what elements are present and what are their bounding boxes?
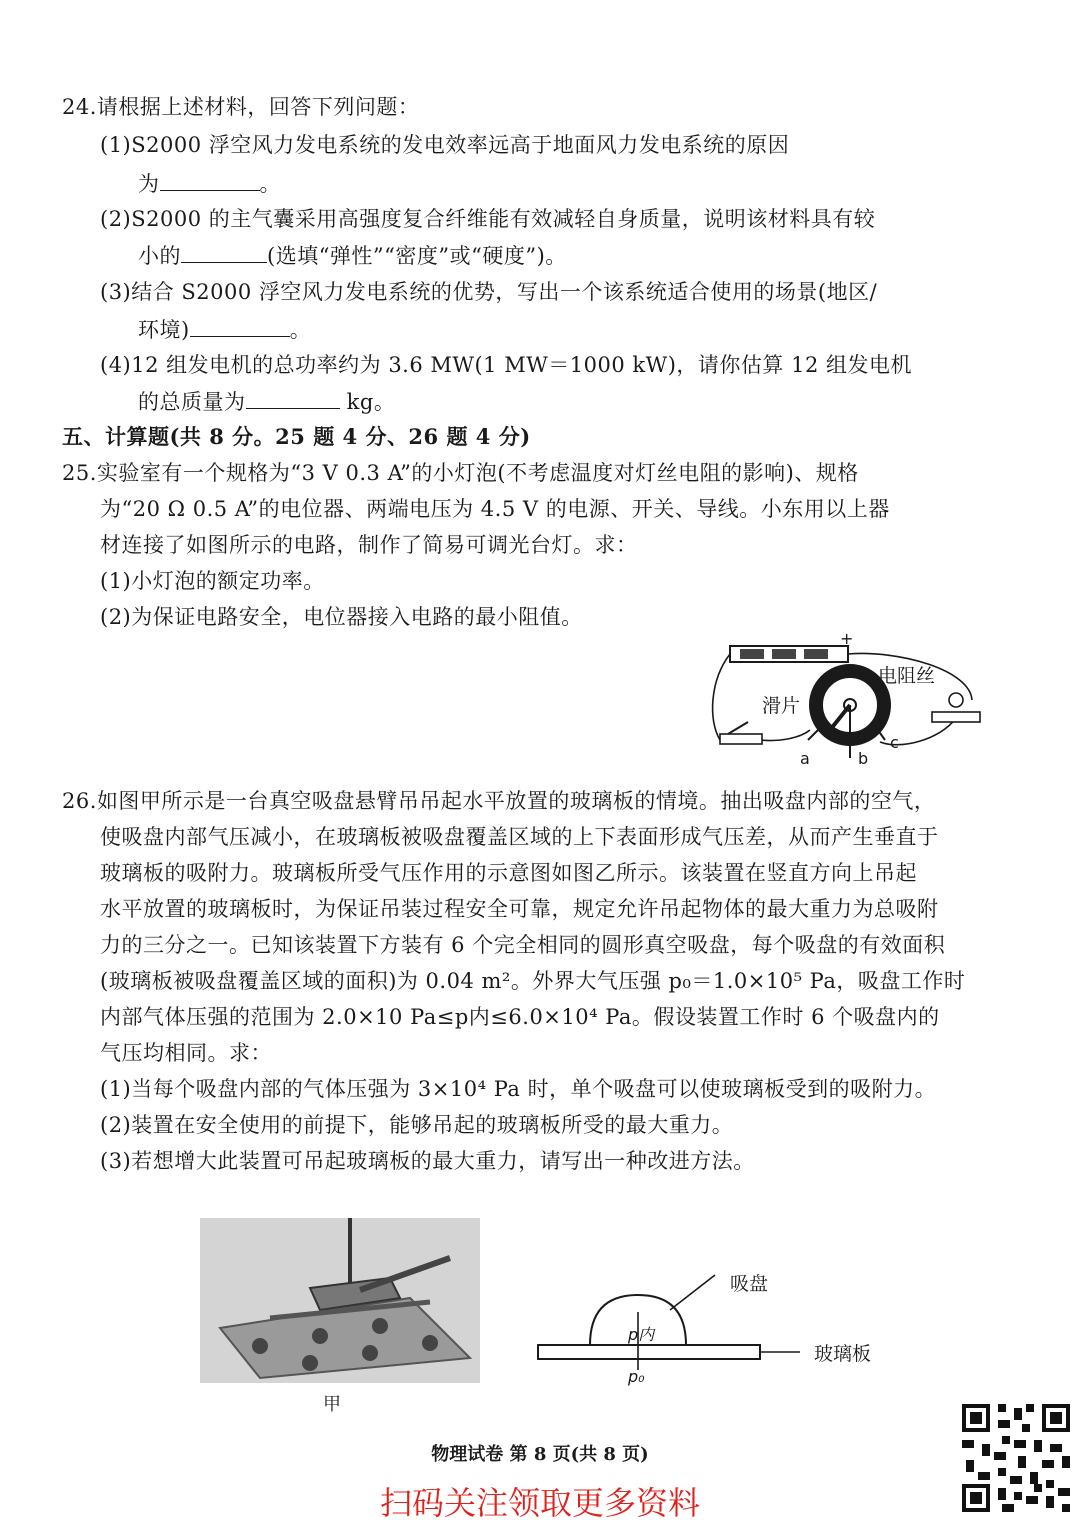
answer-blank[interactable] [160,168,260,191]
q24-stem: 24.请根据上述材料，回答下列问题： [62,95,420,119]
battery-plus-sign: + [840,630,854,648]
q26-sub1: (1)当每个吸盘内部的气体压强为 3×10⁴ Pa 时，单个吸盘可以使玻璃板受到的吸附力。 [100,1077,937,1101]
label-p-in: p内 [628,1325,655,1344]
q24-part4-suffix: kg。 [339,390,396,414]
figure-jia-photo [200,1218,480,1383]
suction-cup [312,1328,328,1344]
q25-sub1: (1)小灯泡的额定功率。 [100,569,325,593]
label-slider: 滑片 [762,695,801,717]
figure-yi-diagram [520,1260,900,1390]
glass-plate [538,1345,760,1359]
battery-cell [772,649,796,659]
q24-part1-prefix: 为 [138,172,160,196]
figure-jia-caption: 甲 [323,1394,342,1415]
page-footer: 物理试卷 第 8 页(共 8 页) [431,1444,649,1465]
answer-blank[interactable] [181,240,267,263]
q26-line7: 内部气体压强的范围为 2.0×10 Pa≤p内≤6.0×10⁴ Pa。假设装置工作时 6 个吸盘内的 [100,1005,940,1029]
q24-part2-suffix: (选填“弹性”“密度”或“硬度”)。 [267,244,567,268]
q24-part3-suffix: 。 [289,318,312,342]
section-heading: 五、计算题(共 8 分。25 题 4 分、26 题 4 分) [62,424,531,449]
q26-line5: 力的三分之一。已知该装置下方装有 6 个完全相同的圆形真空吸盘，每个吸盘的有效面积 [100,933,946,957]
label-suction-cup: 吸盘 [730,1273,769,1295]
q26-line2: 使吸盘内部气压减小，在玻璃板被吸盘覆盖区域的上下表面形成气压差，从而产生垂直于 [100,825,939,849]
qr-code-icon[interactable] [958,1400,1074,1516]
q26-line8: 气压均相同。求： [100,1041,272,1065]
lamp-base [932,712,980,722]
label-resistor-wire: 电阻丝 [878,665,936,687]
q26-line1: 26.如图甲所示是一台真空吸盘悬臂吊吊起水平放置的玻璃板的情境。抽出吸盘内部的空气， [62,789,936,813]
switch [720,734,762,744]
q25-line1: 25.实验室有一个规格为“3 V 0.3 A”的小灯泡(不考虑温度对灯丝电阻的影响)、规格 [62,461,859,485]
label-glass-plate: 玻璃板 [814,1343,872,1365]
terminal-b: b [858,749,869,768]
promo-text: 扫码关注领取更多资料 [379,1484,700,1522]
terminal-a: a [800,749,810,768]
leader-line-cup [670,1275,715,1310]
battery-cell [740,649,764,659]
answer-blank[interactable] [246,386,340,409]
suction-cup [422,1335,438,1351]
q24-part1-line2 [138,168,281,199]
q26-line6: (玻璃板被吸盘覆盖区域的面积)为 0.04 m²。外界大气压强 p₀＝1.0×10⁵ Pa，吸盘工作时 [100,969,966,993]
q24-part3-line1: (3)结合 S2000 浮空风力发电系统的优势，写出一个该系统适合使用的场景(地区/ [100,280,878,304]
answer-blank[interactable] [190,314,290,337]
slider-arm[interactable] [830,705,850,730]
q24-part4-line2 [138,386,395,417]
q24-part1-line1: (1)S2000 浮空风力发电系统的发电效率远高于地面风力发电系统的原因 [100,133,790,157]
suction-cup [252,1338,268,1354]
q25-line3: 材连接了如图所示的电路，制作了简易可调光台灯。求： [100,533,638,557]
q24-part4-prefix: 的总质量为 [138,390,246,414]
q26-sub2: (2)装置在安全使用的前提下，能够吊起的玻璃板所受的最大重力。 [100,1113,734,1137]
q24-part3-line2 [138,314,311,345]
q26-sub3: (3)若想增大此装置可吊起玻璃板的最大重力，请写出一种改进方法。 [100,1149,755,1173]
label-p0: p₀ [628,1367,645,1386]
q24-part2-prefix: 小的 [138,244,181,268]
battery-cell [804,649,828,659]
q24-part2-line2 [138,240,567,271]
circuit-figure [700,630,990,780]
suction-cup [372,1318,388,1334]
q24-part4-line1: (4)12 组发电机的总功率约为 3.6 MW(1 MW＝1000 kW)，请你估算 12 组发电机 [100,353,912,377]
q25-sub2: (2)为保证电路安全，电位器接入电路的最小阻值。 [100,605,583,629]
q24-part2-line1: (2)S2000 的主气囊采用高强度复合纤维能有效减轻自身质量，说明该材料具有较 [100,207,876,231]
terminal-c: c [890,733,899,752]
q26-line3: 玻璃板的吸附力。玻璃板所受气压作用的示意图如图乙所示。该装置在竖直方向上吊起 [100,861,917,885]
suction-cup [302,1355,318,1371]
lamp-bulb [949,693,963,707]
q26-line4: 水平放置的玻璃板时，为保证吊装过程安全可靠，规定允许吊起物体的最大重力为总吸附 [100,897,939,921]
q24-part1-suffix: 。 [259,172,281,196]
suction-cup [362,1345,378,1361]
q25-line2: 为“20 Ω 0.5 A”的电位器、两端电压为 4.5 V 的电源、开关、导线。小东用以上器 [100,497,890,521]
q24-part3-prefix: 环境) [138,318,190,342]
